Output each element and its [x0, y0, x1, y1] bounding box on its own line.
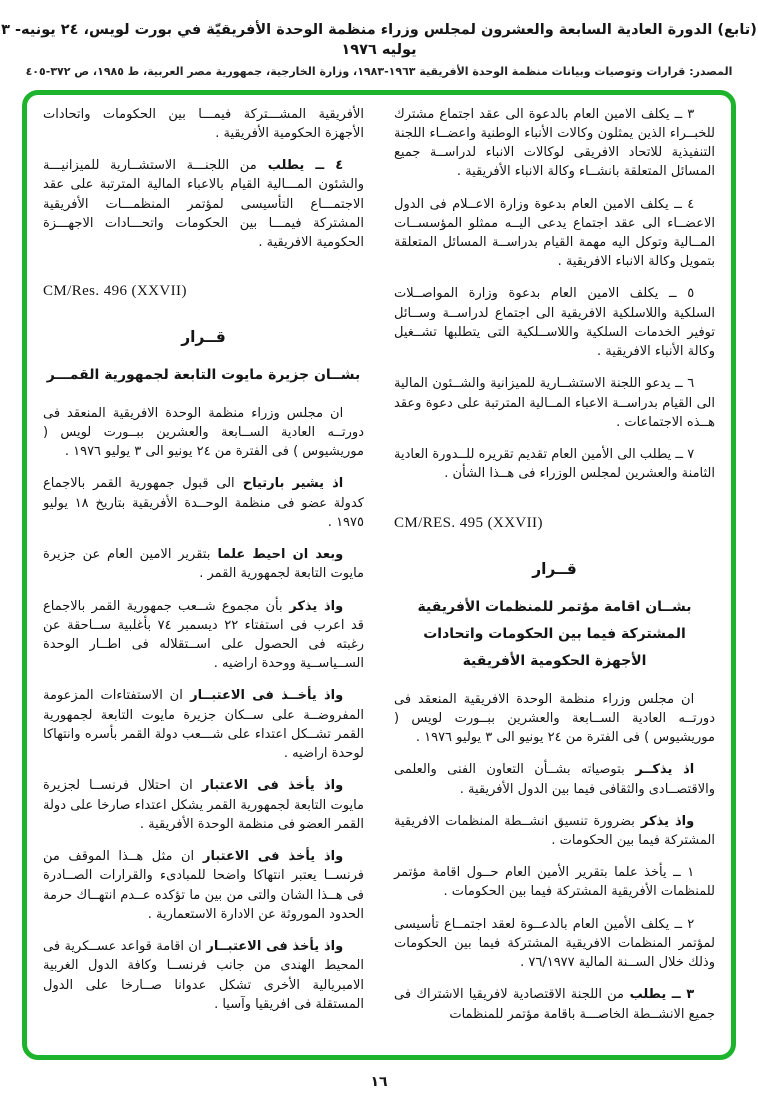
page-footer — [0, 1060, 758, 1100]
paragraph: ٢ ــ يكلف الأمين العام بالدعــوة لعقد اجتمــاع تأسيسى لمؤتمر المنظمات الافريقية المشتركة فيما بين الحكومات وذلك خلال الســنة المالية ٧٦/١٩٧٧ . — [394, 916, 715, 971]
two-column-layout — [43, 105, 715, 1037]
paragraph: واذ يأخذ فى الاعتبار ان مثل هــذا الموقف من فرنســا يعتبر انتهاكا واضحا للمبادىء والقرارات الصــادرة فى هــذا الشان والتى من بين ما تؤكده عــدم انتهــاك حرمة الحدود الموروثة عن الادارة الاستعمارية . — [43, 849, 364, 922]
resolution-subtitle: المشتركة فيما بين الحكومات واتحادات — [423, 626, 686, 642]
paragraph: وبعد ان احيط علما بتقرير الامين العام عن جزيرة مايوت التابعة لجمهورية القمر . — [43, 547, 364, 582]
paragraph: اذ يشير بارتياح الى قبول جمهورية القمر بالاجماع كدولة عضو فى منظمة الوحــدة الأفريقية بتاريخ ١٨ يوليو ١٩٧٥ . — [43, 476, 364, 530]
header-session-title: (تابع) الدورة العادية السابعة والعشرون لمجلس وزراء منظمة الوحدة الأفريقيّة في بورت لويس، ٢٤ يونيه- ٣ يوليه ١٩٧٦ — [1, 22, 757, 59]
paragraph-lead-bold: ٣ ــ يطلب — [624, 987, 695, 1003]
paragraph: ٤ ــ يطلب من اللجنـــة الاستشــارية للميزانيـــة والشئون المـــالية القيام بالاعباء المالية المترتبة على عقد الاجتمـــاع التأسيسى لمؤتمر المنظمـــات الأفريقية المشتركة فيمـــا بين الحكومات واتحـــادات الاجهـــزة الحكومية الافريقية . — [43, 158, 364, 250]
resolution-code: CM/Res. 496 (XXVII) — [43, 283, 187, 300]
paragraph: ٣ ــ يطلب من اللجنة الاقتصادية لافريقيا الاشتراك فى جميع الانشــطة الخاصـــة باقامة مؤتمر للمنظمات — [394, 987, 715, 1022]
paragraph-lead-bold: وبعد ان احيط علما — [210, 547, 344, 563]
page-number: ١٦ — [370, 1073, 388, 1090]
paragraph: واذ يأخــذ فى الاعتبــار ان الاستفتاءات المزعومة المفروضــة على ســكان جزيرة مايوت التابعة لجمهورية القمر تشــكل اعتداء على شـــعب دولة القمر بأسره وانتهاكا لوحدة اراضيه . — [43, 688, 364, 762]
paragraph-lead-bold: اذ يذكــر — [624, 762, 695, 778]
paragraph-lead-bold: ٤ ــ يطلب — [256, 158, 344, 174]
resolution-subtitle: بشــان اقامة مؤتمر للمنظمات الأفريقية — [417, 598, 692, 615]
paragraph-lead-bold: واذ يأخــذ فى الاعتبــار — [182, 688, 344, 704]
header-source-line: المصدر: قرارات وتوصيات وبيانات منظمة الوحدة الأفريقية ١٩٦٣-١٩٨٣، وزارة الخارجية، جمهورية مصر العربية، ط ١٩٨٥، ص ٣٧٢-٤٠٥ — [25, 64, 733, 78]
paragraph: واذ يذكر بأن مجموع شــعب جمهورية القمر بالاجماع قد اعرب فى استفتاء ٢٢ ديسمبر ٧٤ بأغلبية ســاحقة عن رغبته فى الحصول على اســتقلاله فى اطــار الوحدة الســياســية ووحدة اراضيه . — [43, 598, 364, 672]
paragraph: واذ يأخذ فى الاعتبار ان احتلال فرنســا لجزيرة مايوت التابعة لجمهورية القمر يشكل اعتداء صارخا على دولة القمر العضو فى منظمة الوحدة الأفريقية . — [43, 778, 364, 832]
paragraph: ٤ ــ يكلف الامين العام بدعوة وزارة الاعــلام فى الدول الاعضــاء الى عقد اجتماع يدعى اليــه ممثلو المؤسســات المــالية وتوكل اليه مهمة القيام بدراســة المسائل المتعلقة بتمويل وكالة الانباء الافريقية . — [394, 196, 715, 270]
page-header — [0, 0, 758, 78]
paragraph-lead-bold: واذ يذكر — [634, 813, 695, 829]
paragraph-lead-bold: اذ يشير بارتياح — [234, 476, 344, 492]
paragraph: ٣ ــ يكلف الامين العام بالدعوة الى عقد اجتماع مشترك للخبــراء الذين يمثلون وكالات الأنباء الوطنية واعضــاء اللجنة التنفيذية للاتحاد الافريقى لوكالات الانباء لدراســة جميع المسائل المتعلقة بانشــاء وكالة الانباء الأفريقية . — [394, 106, 715, 180]
paragraph: ١ ــ يأخذ علما بتقرير الأمين العام حــول اقامة مؤتمر للمنظمات الأفريقية المشتركة فيما بين الحكومات . — [394, 865, 715, 900]
paragraph: ان مجلس وزراء منظمة الوحدة الافريقية المنعقد فى دورتــه العادية الســابعة والعشرين ببــورت لويس ( موريشيوس ) فى الفترة من ٢٤ يونيو الى ٣ يوليو ١٩٧٦ . — [43, 405, 364, 460]
content-frame — [22, 90, 736, 1060]
paragraph: ان مجلس وزراء منظمة الوحدة الافريقية المنعقد فى دورتــه العادية الســابعة والعشرين ببــورت لويس ( موريشيوس ) فى الفترة من ٢٤ يونيو الى ٣ يوليو ١٩٧٦ . — [394, 691, 715, 746]
paragraph-lead-bold: واذ يأخذ فى الاعتبار — [194, 849, 344, 865]
paragraph: ٧ ــ يطلب الى الأمين العام تقديم تقريره للــدورة العادية الثامنة والعشرين لمجلس الوزراء فى هــذا الشأن . — [394, 447, 715, 482]
paragraph: ٦ ــ يدعو اللجنة الاستشــارية للميزانية والشــئون المالية الى القيام بدراســة الاعباء المــالية المترتبة على دعوة وعقد هــذه الاجتماعات . — [394, 376, 715, 430]
resolution-code: CM/RES. 495 (XXVII) — [394, 514, 543, 531]
resolution-title: قــرار — [181, 328, 226, 347]
paragraph: الأفريقية المشـــتركة فيمـــا بين الحكومات واتحادات الأجهزة الحكومية الأفريقية . — [43, 106, 364, 141]
column-right — [394, 105, 715, 1037]
resolution-title: قــرار — [532, 559, 577, 578]
paragraph-lead-bold: واذ يأخذ فى الاعتبــار — [201, 939, 344, 955]
resolution-subtitle: الأجهزة الحكومية الأفريقية — [462, 653, 647, 670]
paragraph: اذ يذكــر بتوصياته بشــأن التعاون الفنى والعلمى والاقتصــادى والثقافى فيما بين الدول الأفريقية . — [394, 762, 715, 797]
paragraph-lead-bold: واذ يأخذ فى الاعتبار — [192, 778, 344, 794]
paragraph-lead-bold: واذ يذكر — [282, 598, 344, 614]
resolution-subtitle: بشــان جزيرة مايوت التابعة لجمهورية القمـــر — [46, 367, 361, 384]
paragraph: واذ يذكر بضرورة تنسيق انشــطة المنظمات الافريقية المشتركة فيما بين الحكومات . — [394, 813, 715, 848]
column-left — [43, 105, 364, 1037]
paragraph: ٥ ــ يكلف الامين العام بدعوة وزارة المواصــلات السلكية واللاسلكية الافريقية الى اجتماع لدراســة وســائل توفير الخدمات السلكية واللاســلكية التى يتطلبها تشــغيل وكالة الأنباء الافريقية . — [394, 286, 715, 360]
paragraph: واذ يأخذ فى الاعتبــار ان اقامة قواعد عســكرية فى المحيط الهندى من جانب فرنســا وكافة الدول الغربية الامبريالية الأخرى تشكل عدوانا صــارخا على الدول المستقلة فى افريقيا وآسيا . — [43, 939, 364, 1012]
